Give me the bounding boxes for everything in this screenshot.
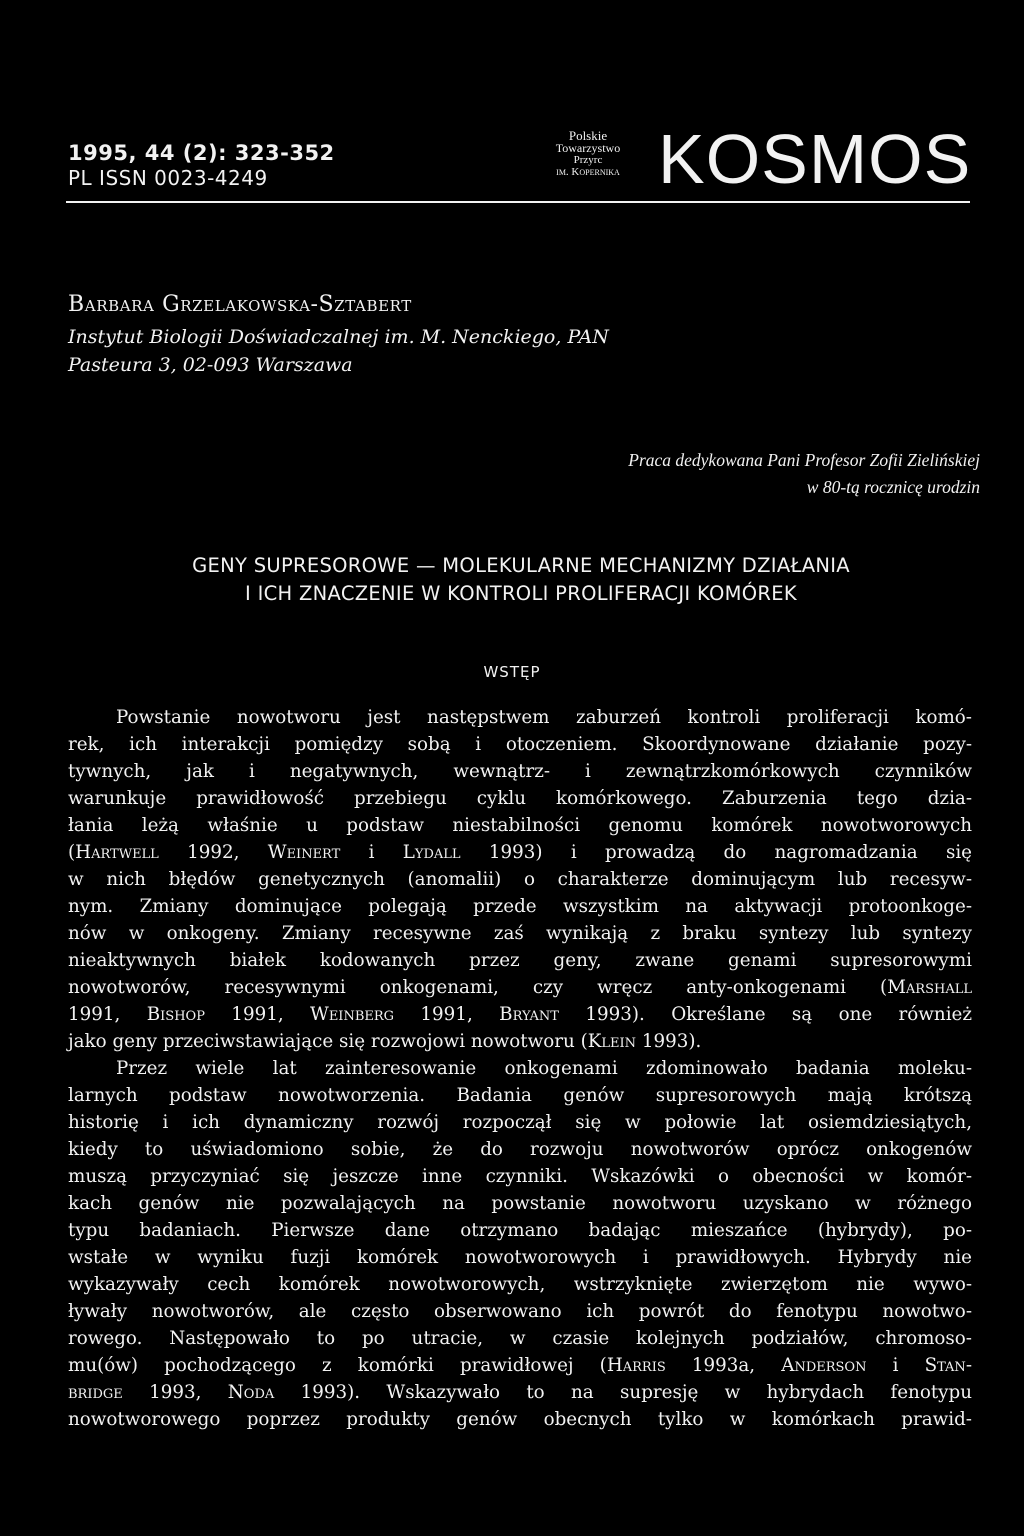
body-line: Powstanie nowotworu jest następstwem zaburzeń kontroli proliferacji komó- (116, 707, 972, 728)
body-line: ływały nowotworów, ale często obserwowano ich powrót do fenotypu nowotwo- (68, 1301, 972, 1322)
article-title (86, 552, 956, 608)
dedication-line: w 80-tą rocznicę urodzin (806, 477, 980, 497)
body-line: typu badaniach. Pierwsze dane otrzymano badając mieszańce (hybrydy), po- (68, 1220, 972, 1241)
body-line: mu(ów) pochodzącego z komórki prawidłowej (Harris 1993a, Anderson i Stan- (68, 1355, 972, 1376)
title-line: I ICH ZNACZENIE W KONTROLI PROLIFERACJI KOMÓREK (245, 582, 797, 605)
society-line-3: Przyrc (573, 154, 603, 166)
body-line: nieaktywnych białek kodowanych przez geny, zwane genami supresorowymi (68, 950, 972, 971)
body-line: nym. Zmiany dominujące polegają przede wszystkim na aktywacji protoonkoge- (68, 896, 972, 917)
body-line: łania leżą właśnie u podstaw niestabilności genomu komórek nowotworowych (68, 815, 972, 836)
title-line: GENY SUPRESOROWE — MOLEKULARNE MECHANIZMY DZIAŁANIA (192, 554, 850, 577)
section-heading: WSTĘP (483, 663, 541, 681)
author-address: Pasteura 3, 02-093 Warszawa (68, 354, 353, 376)
body-line: jako geny przeciwstawiające się rozwojowi nowotworu (Klein 1993). (68, 1031, 702, 1052)
society-logo-text (526, 130, 650, 178)
body-line: warunkuje prawidłowość przebiegu cyklu komórkowego. Zaburzenia tego dzia- (68, 788, 972, 809)
body-line: wstałe w wyniku fuzji komórek nowotworowych i prawidłowych. Hybrydy nie (68, 1247, 972, 1268)
body-line: kach genów nie pozwalających na powstanie nowotworu uzyskano w różnego (68, 1193, 972, 1214)
body-line: tywnych, jak i negatywnych, wewnątrz- i zewnątrzkomórkowych czynników (68, 761, 972, 782)
issn: PL ISSN 0023-4249 (68, 166, 268, 190)
body-line: (Hartwell 1992, Weinert i Lydall 1993) i prowadzą do nagromadzania się (68, 842, 972, 863)
author-name: Barbara Grzelakowska-Sztabert (68, 292, 412, 317)
body-line: kiedy to uświadomiono sobie, że do rozwoju nowotworów oprócz onkogenów (68, 1139, 972, 1160)
author-institution: Instytut Biologii Doświadczalnej im. M. Nenckiego, PAN (68, 326, 609, 348)
body-line: wykazywały cech komórek nowotworowych, wstrzyknięte zwierzętom nie wywo- (68, 1274, 972, 1295)
body-line: nowotworów, recesywnymi onkogenami, czy wręcz anty-onkogenami (Marshall (68, 977, 972, 998)
body-line: larnych podstaw nowotworzenia. Badania genów supresorowych mają krótszą (68, 1085, 972, 1106)
body-line: w nich błędów genetycznych (anomalii) o charakterze dominującym lub recesyw- (68, 869, 972, 890)
dedication (628, 447, 980, 501)
journal-citation: 1995, 44 (2): 323-352 (68, 141, 335, 165)
citation-block (68, 140, 335, 190)
header-rule (66, 201, 970, 203)
body-line: historię i ich dynamiczny rozwój rozpoczął się w połowie lat osiemdziesiątych, (68, 1112, 972, 1133)
body-line: nów w onkogeny. Zmiany recesywne zaś wynikają z braku syntezy lub syntezy (68, 923, 972, 944)
body-line: 1991, Bishop 1991, Weinberg 1991, Bryant 1993). Określane są one również (68, 1004, 972, 1025)
body-line: nowotworowego poprzez produkty genów obecnych tylko w komórkach prawid- (68, 1409, 972, 1430)
body-line: rowego. Następowało to po utracie, w czasie kolejnych podziałów, chromoso- (68, 1328, 972, 1349)
dedication-line: Praca dedykowana Pani Profesor Zofii Zielińskiej (628, 450, 980, 470)
society-line-4: im. Kopernika (556, 166, 620, 178)
society-line-2: Towarzystwo (555, 141, 621, 155)
body-line: Przez wiele lat zainteresowanie onkogenami zdominowało badania moleku- (116, 1058, 972, 1079)
society-line-1: Polskie (568, 128, 608, 143)
journal-title: KOSMOS (658, 120, 972, 198)
body-line: bridge 1993, Noda 1993). Wskazywało to na supresję w hybrydach fenotypu (68, 1382, 972, 1403)
body-line: muszą przyczyniać się jeszcze inne czynniki. Wskazówki o obecności w komór- (68, 1166, 972, 1187)
body-line: rek, ich interakcji pomiędzy sobą i otoczeniem. Skoordynowane działanie pozy- (68, 734, 972, 755)
